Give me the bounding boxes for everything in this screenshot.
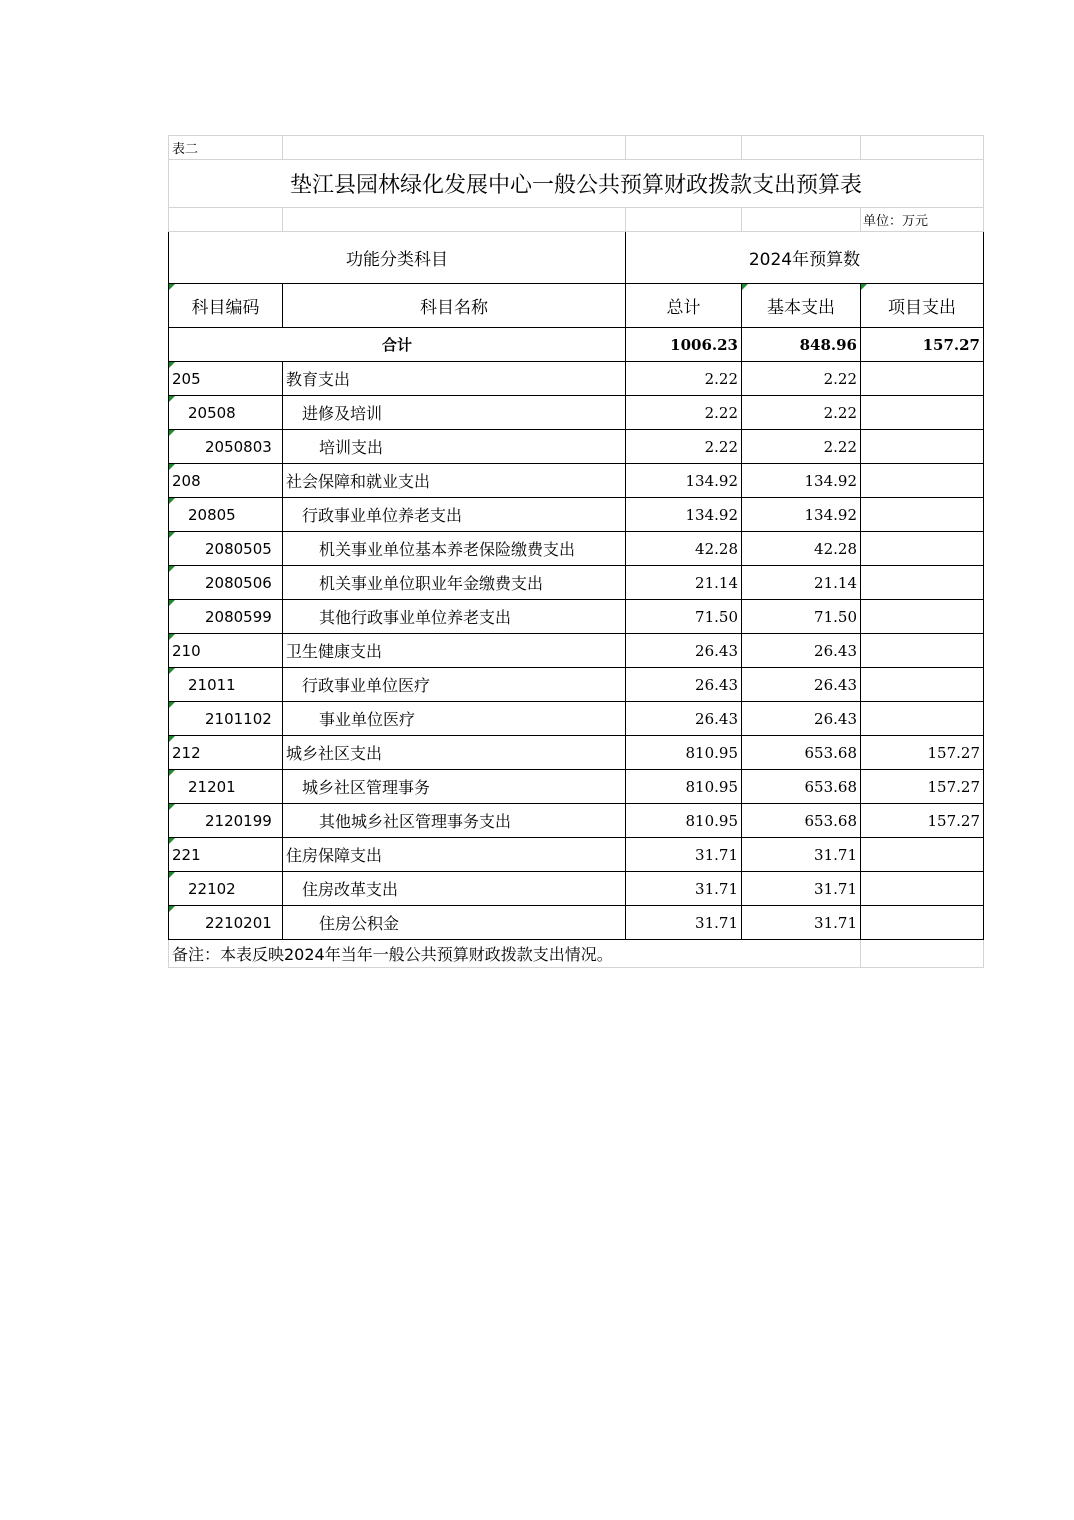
summary-basic: 848.96 [742, 328, 861, 362]
row-basic: 31.71 [742, 872, 861, 906]
row-project [861, 906, 984, 940]
table-row [169, 362, 984, 396]
row-project [861, 498, 984, 532]
row-name: 机关事业单位基本养老保险缴费支出 [283, 532, 626, 566]
row-total: 134.92 [626, 464, 742, 498]
header-code: 科目编码 [169, 284, 283, 328]
row-project [861, 532, 984, 566]
table-label: 表二 [169, 136, 283, 160]
row-total: 26.43 [626, 702, 742, 736]
row-code: 21011 [169, 668, 283, 702]
row-total: 134.92 [626, 498, 742, 532]
row-code: 208 [169, 464, 283, 498]
row-code: 2050803 [169, 430, 283, 464]
row-project [861, 430, 984, 464]
table-row [169, 668, 984, 702]
note-text: 备注：本表反映2024年当年一般公共预算财政拨款支出情况。 [169, 940, 861, 968]
row-project: 157.27 [861, 736, 984, 770]
row-code: 2101102 [169, 702, 283, 736]
table-row [169, 770, 984, 804]
row-code: 2210201 [169, 906, 283, 940]
row-total: 810.95 [626, 736, 742, 770]
header-functional-category: 功能分类科目 [169, 232, 626, 284]
row-name: 机关事业单位职业年金缴费支出 [283, 566, 626, 600]
row-code: 22102 [169, 872, 283, 906]
row-name: 教育支出 [283, 362, 626, 396]
row-name: 事业单位医疗 [283, 702, 626, 736]
row-basic: 653.68 [742, 770, 861, 804]
header-row-1 [169, 232, 984, 284]
row-code: 20508 [169, 396, 283, 430]
row-code: 21201 [169, 770, 283, 804]
row-code: 221 [169, 838, 283, 872]
row-name: 行政事业单位养老支出 [283, 498, 626, 532]
row-code: 212 [169, 736, 283, 770]
header-basic: 基本支出 [742, 284, 861, 328]
row-total: 810.95 [626, 804, 742, 838]
row-name: 社会保障和就业支出 [283, 464, 626, 498]
row-total: 31.71 [626, 838, 742, 872]
row-total: 2.22 [626, 396, 742, 430]
row-project [861, 464, 984, 498]
budget-sheet [168, 135, 983, 968]
row-project [861, 600, 984, 634]
row-project [861, 566, 984, 600]
row-name: 进修及培训 [283, 396, 626, 430]
row-name: 行政事业单位医疗 [283, 668, 626, 702]
table-row [169, 872, 984, 906]
header-project: 项目支出 [861, 284, 984, 328]
row-project: 157.27 [861, 770, 984, 804]
row-basic: 26.43 [742, 702, 861, 736]
header-name: 科目名称 [283, 284, 626, 328]
page-title: 垫江县园林绿化发展中心一般公共预算财政拨款支出预算表 [169, 160, 984, 208]
row-total: 26.43 [626, 634, 742, 668]
row-name: 卫生健康支出 [283, 634, 626, 668]
title-row [169, 160, 984, 208]
table-row [169, 430, 984, 464]
row-code: 2080505 [169, 532, 283, 566]
row-total: 31.71 [626, 906, 742, 940]
table-row [169, 838, 984, 872]
row-project [861, 872, 984, 906]
row-project: 157.27 [861, 804, 984, 838]
table-row [169, 498, 984, 532]
header-total: 总计 [626, 284, 742, 328]
table-row [169, 396, 984, 430]
table-row [169, 566, 984, 600]
row-basic: 653.68 [742, 736, 861, 770]
row-total: 42.28 [626, 532, 742, 566]
unit-label: 单位：万元 [861, 208, 984, 232]
table-row [169, 464, 984, 498]
row-basic: 134.92 [742, 464, 861, 498]
row-basic: 71.50 [742, 600, 861, 634]
row-code: 2080599 [169, 600, 283, 634]
row-basic: 31.71 [742, 906, 861, 940]
row-basic: 42.28 [742, 532, 861, 566]
row-code: 20805 [169, 498, 283, 532]
row-project [861, 838, 984, 872]
summary-label: 合计 [169, 328, 626, 362]
row-name: 城乡社区管理事务 [283, 770, 626, 804]
row-basic: 2.22 [742, 396, 861, 430]
table-row [169, 532, 984, 566]
note-row [169, 940, 984, 968]
table-row [169, 906, 984, 940]
row-total: 2.22 [626, 430, 742, 464]
row-basic: 2.22 [742, 430, 861, 464]
row-name: 培训支出 [283, 430, 626, 464]
header-budget-year: 2024年预算数 [626, 232, 984, 284]
budget-table [168, 135, 984, 968]
row-basic: 21.14 [742, 566, 861, 600]
row-total: 31.71 [626, 872, 742, 906]
row-name: 住房改革支出 [283, 872, 626, 906]
summary-total: 1006.23 [626, 328, 742, 362]
unit-row [169, 208, 984, 232]
table-row [169, 600, 984, 634]
row-project [861, 668, 984, 702]
label-row [169, 136, 984, 160]
row-basic: 26.43 [742, 634, 861, 668]
table-row [169, 634, 984, 668]
row-total: 26.43 [626, 668, 742, 702]
row-name: 住房公积金 [283, 906, 626, 940]
row-name: 城乡社区支出 [283, 736, 626, 770]
row-basic: 31.71 [742, 838, 861, 872]
row-code: 205 [169, 362, 283, 396]
row-total: 71.50 [626, 600, 742, 634]
row-name: 其他城乡社区管理事务支出 [283, 804, 626, 838]
row-basic: 26.43 [742, 668, 861, 702]
row-code: 210 [169, 634, 283, 668]
summary-row [169, 328, 984, 362]
row-basic: 653.68 [742, 804, 861, 838]
row-code: 2120199 [169, 804, 283, 838]
header-row-2 [169, 284, 984, 328]
summary-project: 157.27 [861, 328, 984, 362]
row-project [861, 702, 984, 736]
row-project [861, 362, 984, 396]
row-total: 21.14 [626, 566, 742, 600]
row-name: 住房保障支出 [283, 838, 626, 872]
row-project [861, 634, 984, 668]
row-basic: 134.92 [742, 498, 861, 532]
row-code: 2080506 [169, 566, 283, 600]
row-total: 2.22 [626, 362, 742, 396]
row-name: 其他行政事业单位养老支出 [283, 600, 626, 634]
row-total: 810.95 [626, 770, 742, 804]
row-project [861, 396, 984, 430]
table-row [169, 804, 984, 838]
table-row [169, 736, 984, 770]
row-basic: 2.22 [742, 362, 861, 396]
table-row [169, 702, 984, 736]
